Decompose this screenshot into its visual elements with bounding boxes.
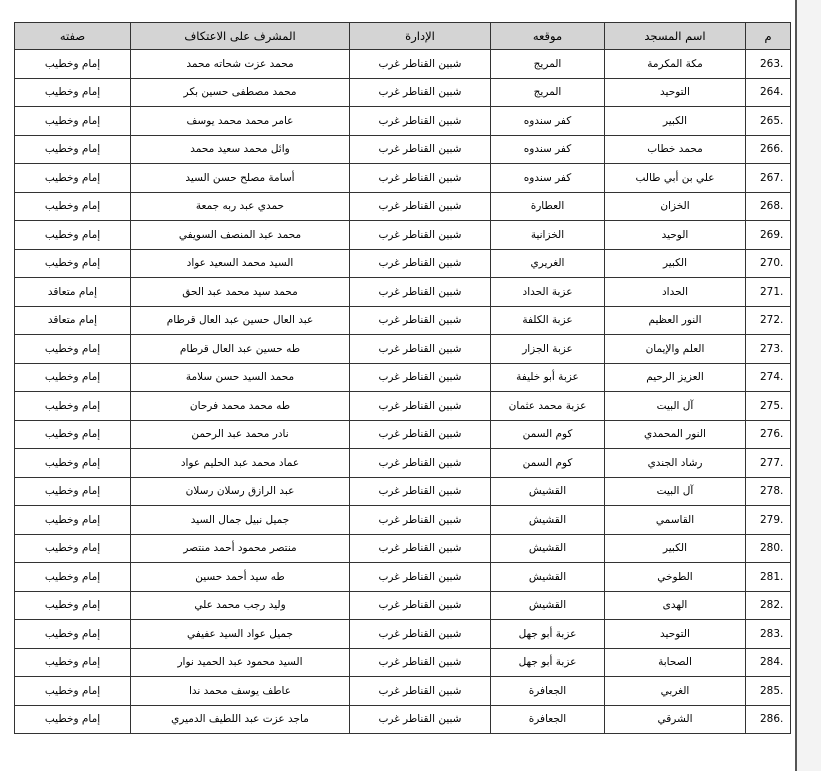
supervisor-name-cell: محمد عبد المنصف السويفي [131, 221, 350, 250]
role-cell: إمام وخطيب [15, 563, 131, 592]
location-cell: عزبة الجزار [491, 335, 605, 364]
role-cell: إمام وخطيب [15, 192, 131, 221]
supervisor-name-cell: محمد سيد محمد عبد الحق [131, 278, 350, 307]
location-cell: كوم السمن [491, 449, 605, 478]
table-row [15, 677, 791, 706]
mosque-name-cell: الخزان [605, 192, 746, 221]
location-cell: الجعافرة [491, 677, 605, 706]
role-cell: إمام وخطيب [15, 50, 131, 79]
administration-cell: شبين القناطر غرب [350, 135, 491, 164]
administration-cell: شبين القناطر غرب [350, 677, 491, 706]
location-cell: كفر سندوه [491, 107, 605, 136]
header-role: صفته [15, 23, 131, 50]
table-row [15, 449, 791, 478]
location-cell: القشيش [491, 591, 605, 620]
location-cell: القشيش [491, 563, 605, 592]
table-row [15, 135, 791, 164]
mosque-name-cell: الشرقي [605, 705, 746, 734]
administration-cell: شبين القناطر غرب [350, 249, 491, 278]
role-cell: إمام وخطيب [15, 135, 131, 164]
administration-cell: شبين القناطر غرب [350, 278, 491, 307]
administration-cell: شبين القناطر غرب [350, 335, 491, 364]
location-cell: القشيش [491, 506, 605, 535]
table-row [15, 221, 791, 250]
mosque-name-cell: التوحيد [605, 620, 746, 649]
administration-cell: شبين القناطر غرب [350, 620, 491, 649]
mosque-name-cell: النور المحمدي [605, 420, 746, 449]
supervisor-name-cell: طه حسين عبد العال قرطام [131, 335, 350, 364]
table-row [15, 420, 791, 449]
supervisor-name-cell: أسامة مصلح حسن السيد [131, 164, 350, 193]
administration-cell: شبين القناطر غرب [350, 107, 491, 136]
location-cell: عزبة أبو جهل [491, 620, 605, 649]
location-cell: عزبة الحداد [491, 278, 605, 307]
row-number-cell: 285. [746, 677, 791, 706]
row-number-cell: 282. [746, 591, 791, 620]
role-cell: إمام وخطيب [15, 477, 131, 506]
mosque-name-cell: الكبير [605, 107, 746, 136]
table-row [15, 620, 791, 649]
row-number-cell: 281. [746, 563, 791, 592]
role-cell: إمام وخطيب [15, 78, 131, 107]
role-cell: إمام وخطيب [15, 335, 131, 364]
administration-cell: شبين القناطر غرب [350, 591, 491, 620]
table-row [15, 164, 791, 193]
row-number-cell: 278. [746, 477, 791, 506]
administration-cell: شبين القناطر غرب [350, 534, 491, 563]
row-number-cell: 274. [746, 363, 791, 392]
row-number-cell: 275. [746, 392, 791, 421]
role-cell: إمام وخطيب [15, 705, 131, 734]
location-cell: المريج [491, 50, 605, 79]
table-row [15, 278, 791, 307]
table-row [15, 392, 791, 421]
supervisor-name-cell: وليد رجب محمد علي [131, 591, 350, 620]
mosque-name-cell: الطوخي [605, 563, 746, 592]
mosque-name-cell: محمد خطاب [605, 135, 746, 164]
location-cell: كفر سندوه [491, 164, 605, 193]
table-row [15, 78, 791, 107]
administration-cell: شبين القناطر غرب [350, 363, 491, 392]
supervisor-name-cell: عماد محمد عبد الحليم عواد [131, 449, 350, 478]
mosque-name-cell: الكبير [605, 249, 746, 278]
row-number-cell: 272. [746, 306, 791, 335]
mosque-name-cell: الحداد [605, 278, 746, 307]
location-cell: عزبة محمد عثمان [491, 392, 605, 421]
role-cell: إمام وخطيب [15, 591, 131, 620]
mosque-name-cell: آل البيت [605, 477, 746, 506]
row-number-cell: 284. [746, 648, 791, 677]
header-administration: الإدارة [350, 23, 491, 50]
role-cell: إمام وخطيب [15, 164, 131, 193]
page-edge [795, 0, 797, 771]
mosque-name-cell: الهدى [605, 591, 746, 620]
mosque-name-cell: التوحيد [605, 78, 746, 107]
header-mosque-name: اسم المسجد [605, 23, 746, 50]
location-cell: القشيش [491, 534, 605, 563]
role-cell: إمام وخطيب [15, 534, 131, 563]
location-cell: عزبة الكلفة [491, 306, 605, 335]
mosque-name-cell: العزيز الرحيم [605, 363, 746, 392]
role-cell: إمام وخطيب [15, 420, 131, 449]
mosque-name-cell: الصحابة [605, 648, 746, 677]
administration-cell: شبين القناطر غرب [350, 648, 491, 677]
supervisor-name-cell: طه سيد أحمد حسين [131, 563, 350, 592]
role-cell: إمام متعاقد [15, 278, 131, 307]
row-number-cell: 279. [746, 506, 791, 535]
role-cell: إمام وخطيب [15, 249, 131, 278]
role-cell: إمام متعاقد [15, 306, 131, 335]
location-cell: عزبة أبو خليفة [491, 363, 605, 392]
location-cell: كفر سندوه [491, 135, 605, 164]
administration-cell: شبين القناطر غرب [350, 192, 491, 221]
supervisor-name-cell: نادر محمد عبد الرحمن [131, 420, 350, 449]
row-number-cell: 273. [746, 335, 791, 364]
row-number-cell: 266. [746, 135, 791, 164]
table-row [15, 363, 791, 392]
role-cell: إمام وخطيب [15, 107, 131, 136]
location-cell: القشيش [491, 477, 605, 506]
table-row [15, 50, 791, 79]
mosques-table [14, 22, 791, 734]
role-cell: إمام وخطيب [15, 506, 131, 535]
supervisor-name-cell: ماجد عزت عبد اللطيف الدميري [131, 705, 350, 734]
mosque-name-cell: رشاد الجندي [605, 449, 746, 478]
administration-cell: شبين القناطر غرب [350, 705, 491, 734]
table-row [15, 477, 791, 506]
mosque-name-cell: علي بن أبي طالب [605, 164, 746, 193]
role-cell: إمام وخطيب [15, 648, 131, 677]
mosque-name-cell: الوحيد [605, 221, 746, 250]
mosque-name-cell: الكبير [605, 534, 746, 563]
table-row [15, 335, 791, 364]
row-number-cell: 270. [746, 249, 791, 278]
row-number-cell: 265. [746, 107, 791, 136]
supervisor-name-cell: طه محمد محمد فرحان [131, 392, 350, 421]
row-number-cell: 286. [746, 705, 791, 734]
administration-cell: شبين القناطر غرب [350, 449, 491, 478]
mosque-name-cell: آل البيت [605, 392, 746, 421]
role-cell: إمام وخطيب [15, 392, 131, 421]
administration-cell: شبين القناطر غرب [350, 306, 491, 335]
supervisor-name-cell: محمد مصطفى حسين بكر [131, 78, 350, 107]
administration-cell: شبين القناطر غرب [350, 392, 491, 421]
page-margin [797, 0, 821, 771]
supervisor-name-cell: محمد السيد حسن سلامة [131, 363, 350, 392]
administration-cell: شبين القناطر غرب [350, 477, 491, 506]
row-number-cell: 280. [746, 534, 791, 563]
mosque-name-cell: النور العظيم [605, 306, 746, 335]
row-number-cell: 277. [746, 449, 791, 478]
location-cell: المريج [491, 78, 605, 107]
role-cell: إمام وخطيب [15, 620, 131, 649]
location-cell: الخزانية [491, 221, 605, 250]
mosque-name-cell: العلم والإيمان [605, 335, 746, 364]
row-number-cell: 263. [746, 50, 791, 79]
header-supervisor: المشرف على الاعتكاف [131, 23, 350, 50]
role-cell: إمام وخطيب [15, 449, 131, 478]
row-number-cell: 283. [746, 620, 791, 649]
table-row [15, 705, 791, 734]
mosque-name-cell: مكة المكرمة [605, 50, 746, 79]
role-cell: إمام وخطيب [15, 677, 131, 706]
table-row [15, 192, 791, 221]
location-cell: عزبة أبو جهل [491, 648, 605, 677]
table-body [15, 50, 791, 734]
role-cell: إمام وخطيب [15, 221, 131, 250]
table-row [15, 306, 791, 335]
supervisor-name-cell: محمد عزت شحاته محمد [131, 50, 350, 79]
location-cell: العطارة [491, 192, 605, 221]
table-row [15, 648, 791, 677]
location-cell: الجعافرة [491, 705, 605, 734]
table-row [15, 534, 791, 563]
supervisor-name-cell: عامر محمد محمد يوسف [131, 107, 350, 136]
supervisor-name-cell: عبد الرازق رسلان رسلان [131, 477, 350, 506]
supervisor-name-cell: السيد محمد السعيد عواد [131, 249, 350, 278]
table-row [15, 249, 791, 278]
table-row [15, 107, 791, 136]
administration-cell: شبين القناطر غرب [350, 78, 491, 107]
administration-cell: شبين القناطر غرب [350, 50, 491, 79]
row-number-cell: 276. [746, 420, 791, 449]
location-cell: كوم السمن [491, 420, 605, 449]
row-number-cell: 264. [746, 78, 791, 107]
supervisor-name-cell: حمدي عبد ربه جمعة [131, 192, 350, 221]
supervisor-name-cell: عبد العال حسين عبد العال قرطام [131, 306, 350, 335]
supervisor-name-cell: وائل محمد سعيد محمد [131, 135, 350, 164]
mosque-name-cell: الغربي [605, 677, 746, 706]
administration-cell: شبين القناطر غرب [350, 563, 491, 592]
table-row [15, 563, 791, 592]
table-row [15, 506, 791, 535]
supervisor-name-cell: عاطف يوسف محمد ندا [131, 677, 350, 706]
row-number-cell: 267. [746, 164, 791, 193]
supervisor-name-cell: جميل عواد السيد عفيفي [131, 620, 350, 649]
header-location: موقعه [491, 23, 605, 50]
row-number-cell: 268. [746, 192, 791, 221]
administration-cell: شبين القناطر غرب [350, 420, 491, 449]
supervisor-name-cell: السيد محمود عبد الحميد نوار [131, 648, 350, 677]
mosque-name-cell: القاسمي [605, 506, 746, 535]
table-row [15, 591, 791, 620]
header-num: م [746, 23, 791, 50]
role-cell: إمام وخطيب [15, 363, 131, 392]
location-cell: الغريري [491, 249, 605, 278]
administration-cell: شبين القناطر غرب [350, 164, 491, 193]
administration-cell: شبين القناطر غرب [350, 221, 491, 250]
administration-cell: شبين القناطر غرب [350, 506, 491, 535]
supervisor-name-cell: جميل نبيل جمال السيد [131, 506, 350, 535]
row-number-cell: 269. [746, 221, 791, 250]
table-header-row [15, 23, 791, 50]
row-number-cell: 271. [746, 278, 791, 307]
supervisor-name-cell: منتصر محمود أحمد منتصر [131, 534, 350, 563]
